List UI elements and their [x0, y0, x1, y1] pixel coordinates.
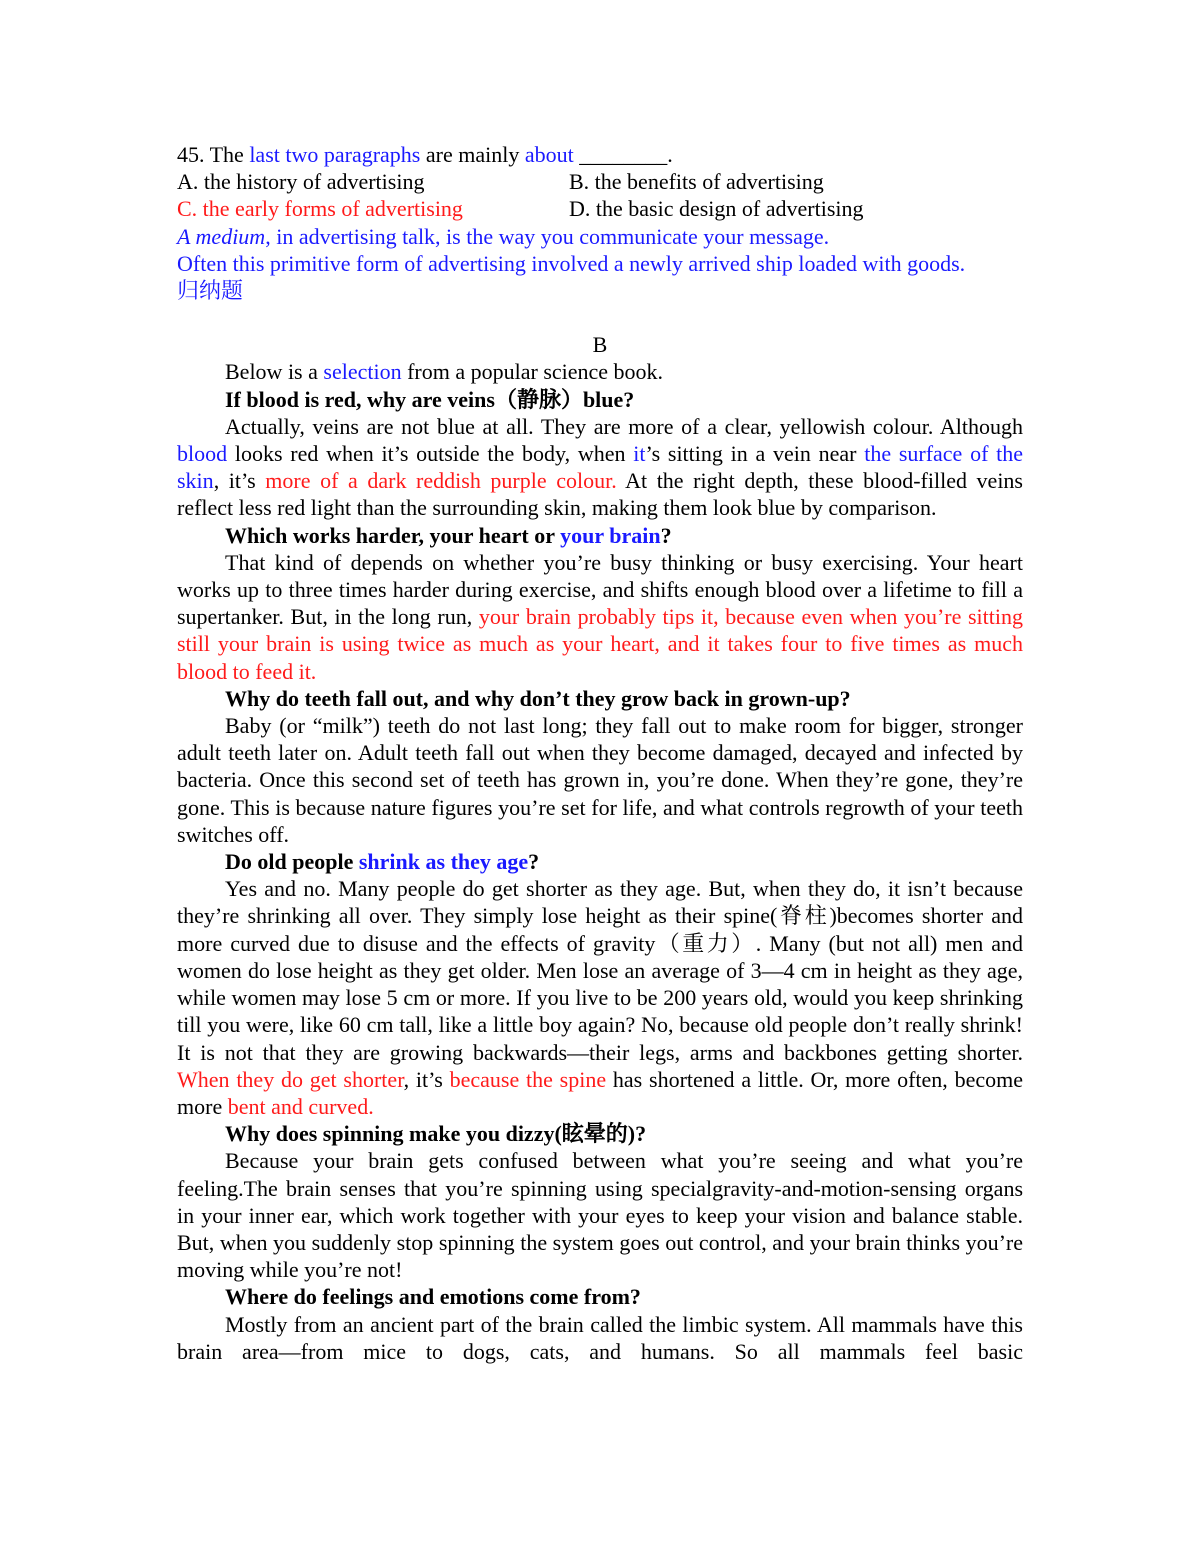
paragraph-dizzy: Because your brain gets confused between what you’re seeing and what you’re feeling.The brain senses that you’re spinning using specialgravity-and-motion-sensing organs in your inner ear, which work together with your eyes to keep your vision and balance stable. But, when you suddenly stop spinning the system goes out control, and your brain thinks you’re moving while you’re not!	[177, 1148, 1023, 1283]
heading-teeth: Why do teeth fall out, and why don’t they grow back in grown-up?	[225, 685, 851, 711]
option-c: C. the early forms of advertising	[177, 196, 463, 222]
paragraph-shrink: Yes and no. Many people do get shorter as they age. But, when they do, it isn’t because they’re shrinking all over. They simply lose height as their spine(脊柱)becomes shorter and more curved due to disuse and the effects of gravity（重力）. Many (but not all) men and women do lose height as they get older. Men lose an average of 3—4 cm in height as they age, while women may lose 5 cm or more. If you live to be 200 years old, would you keep shrinking till you were, like 60 cm tall, like a little boy again? No, because old people don’t really shrink! It is not that they are growing backwards—their legs, arms and backbones getting shorter. When they do get shorter, it’s because the spine has shortened a little. Or, more often, become more bent and curved.	[177, 876, 1023, 1119]
note-medium: A medium, in advertising talk, is the way you communicate your message.	[177, 223, 830, 249]
paragraph-teeth: Baby (or “milk”) teeth do not last long; they fall out to make room for bigger, stronger adult teeth later on. Adult teeth fall out when they become damaged, decayed and infected by bacteria. Once this second set of teeth has grown in, you’re done. When they’re gone, they’re gone. This is because nature figures you’re set for life, and what controls regrowth of your teeth switches off.	[177, 713, 1023, 847]
options-row-2	[177, 195, 1023, 222]
heading-emotions: Where do feelings and emotions come from?	[225, 1284, 641, 1310]
paragraph-veins: Actually, veins are not blue at all. They are more of a clear, yellowish colour. Although blood looks red when it’s outside the body, when it’s sitting in a vein near the surface of the skin, it’s more of a dark reddish purple colour. At the right depth, these blood-filled veins reflect less red light than the surrounding skin, making them look blue by comparison.	[177, 413, 1024, 521]
heading-veins: If blood is red, why are veins（静脉）blue?	[225, 386, 635, 412]
section-label: B	[592, 332, 608, 358]
option-a: A. the history of advertising	[177, 169, 425, 195]
option-b: B. the benefits of advertising	[569, 169, 824, 195]
document-page	[177, 141, 1023, 1365]
paragraph-emotions: Mostly from an ancient part of the brain called the limbic system. All mammals have this brain area—from mice to dogs, cats, and humans. So all mammals feel basic	[177, 1311, 1023, 1364]
intro-paragraph: Below is a selection from a popular science book.	[225, 359, 664, 385]
question-45: 45. The last two paragraphs are mainly about ________.	[177, 142, 673, 167]
heading-shrink: Do old people shrink as they age?	[225, 849, 540, 875]
paragraph-heart-brain: That kind of depends on whether you’re busy thinking or busy exercising. Your heart works up to three times harder during exercise, and shifts enough blood over a lifetime to fill a supertanker. But, in the long run, your brain probably tips it, because even when you’re sitting still your brain is using twice as much as your heart, and it takes four to five times as much blood to feed it.	[177, 549, 1023, 684]
note-primitive: Often this primitive form of advertising involved a newly arrived ship loaded with goods.	[177, 250, 966, 276]
heading-heart-brain: Which works harder, your heart or your brain?	[225, 522, 672, 548]
option-d: D. the basic design of advertising	[569, 196, 864, 222]
heading-dizzy: Why does spinning make you dizzy(眩晕的)?	[225, 1121, 647, 1147]
note-type: 归纳题	[177, 278, 244, 304]
options-row-1	[177, 168, 1023, 195]
